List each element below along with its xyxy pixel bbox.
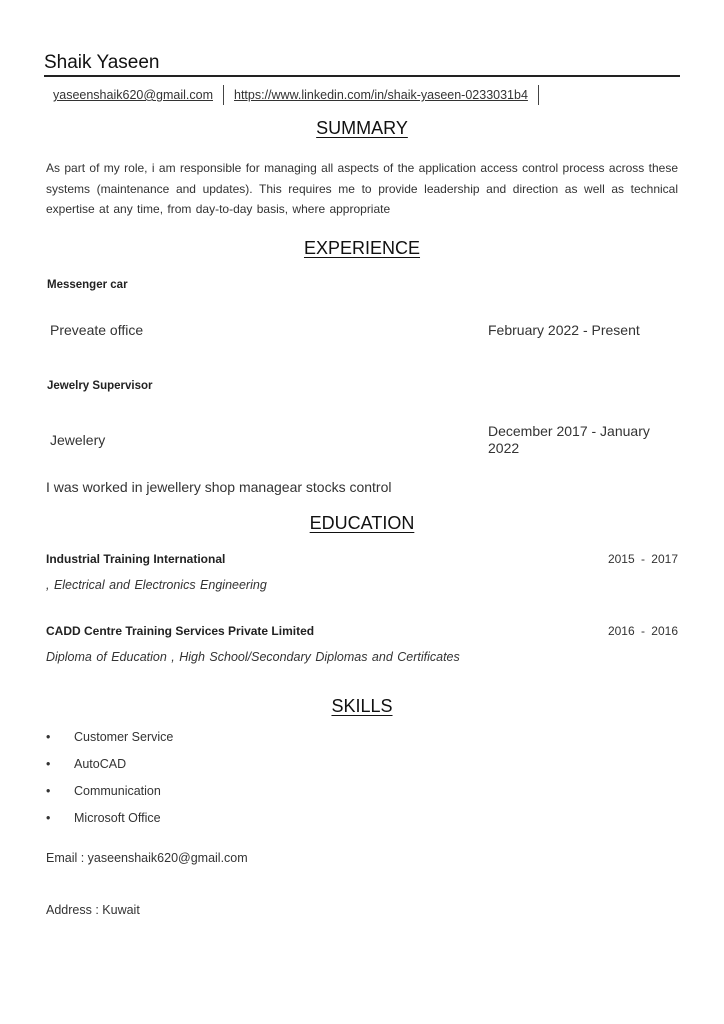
education-school: CADD Centre Training Services Private Limited [46,624,315,638]
skills-list [46,730,173,838]
job-title: Jewelry Supervisor [47,380,153,392]
contact-separator [223,85,224,105]
bullet-icon: • [46,784,51,798]
experience-heading: EXPERIENCE [303,238,421,258]
education-school: Industrial Training International [46,552,226,566]
job-company: Jewelery [50,432,106,448]
education-degree: Diploma of Education , High School/Secondary Diplomas and Certificates [46,650,460,664]
job-title: Messenger car [47,279,128,291]
header-divider [44,75,680,77]
summary-text: As part of my role, i am responsible for managing all aspects of the application access control process across these systems (maintenance and updates). This requires me to provide leadership and direction as well as technical expertise at any time, from day-to-day basis, where appropriate [46,161,678,216]
email-link[interactable]: yaseenshaik620@gmail.com [53,88,213,102]
contact-email: Email : yaseenshaik620@gmail.com [46,851,248,865]
job-company: Preveate office [50,322,144,338]
skill-item [46,811,173,838]
job-dates: December 2017 - January 2022 [488,423,650,456]
education-heading: EDUCATION [309,513,415,533]
skill-item [46,784,173,811]
education-years: 2016 - 2016 [607,624,678,638]
contact-address: Address : Kuwait [46,903,140,917]
bullet-icon: • [46,811,51,825]
job-dates: February 2022 - Present [488,322,640,338]
bullet-icon: • [46,730,51,744]
skill-item [46,757,173,784]
skill-label: Customer Service [74,730,174,744]
skill-label: AutoCAD [74,757,127,771]
candidate-name: Shaik Yaseen [44,52,160,73]
contact-separator [538,85,539,105]
education-years: 2015 - 2017 [607,552,678,566]
job-description: I was worked in jewellery shop managear stocks control [46,479,392,495]
skill-label: Communication [74,784,161,798]
education-degree: , Electrical and Electronics Engineering [46,578,267,592]
skills-heading: SKILLS [331,696,393,716]
bullet-icon: • [46,757,51,771]
linkedin-link[interactable]: https://www.linkedin.com/in/shaik-yaseen-0233031b4 [234,88,528,102]
skill-item [46,730,173,757]
summary-heading: SUMMARY [316,118,408,138]
contact-links [53,85,549,105]
skill-label: Microsoft Office [74,811,161,825]
